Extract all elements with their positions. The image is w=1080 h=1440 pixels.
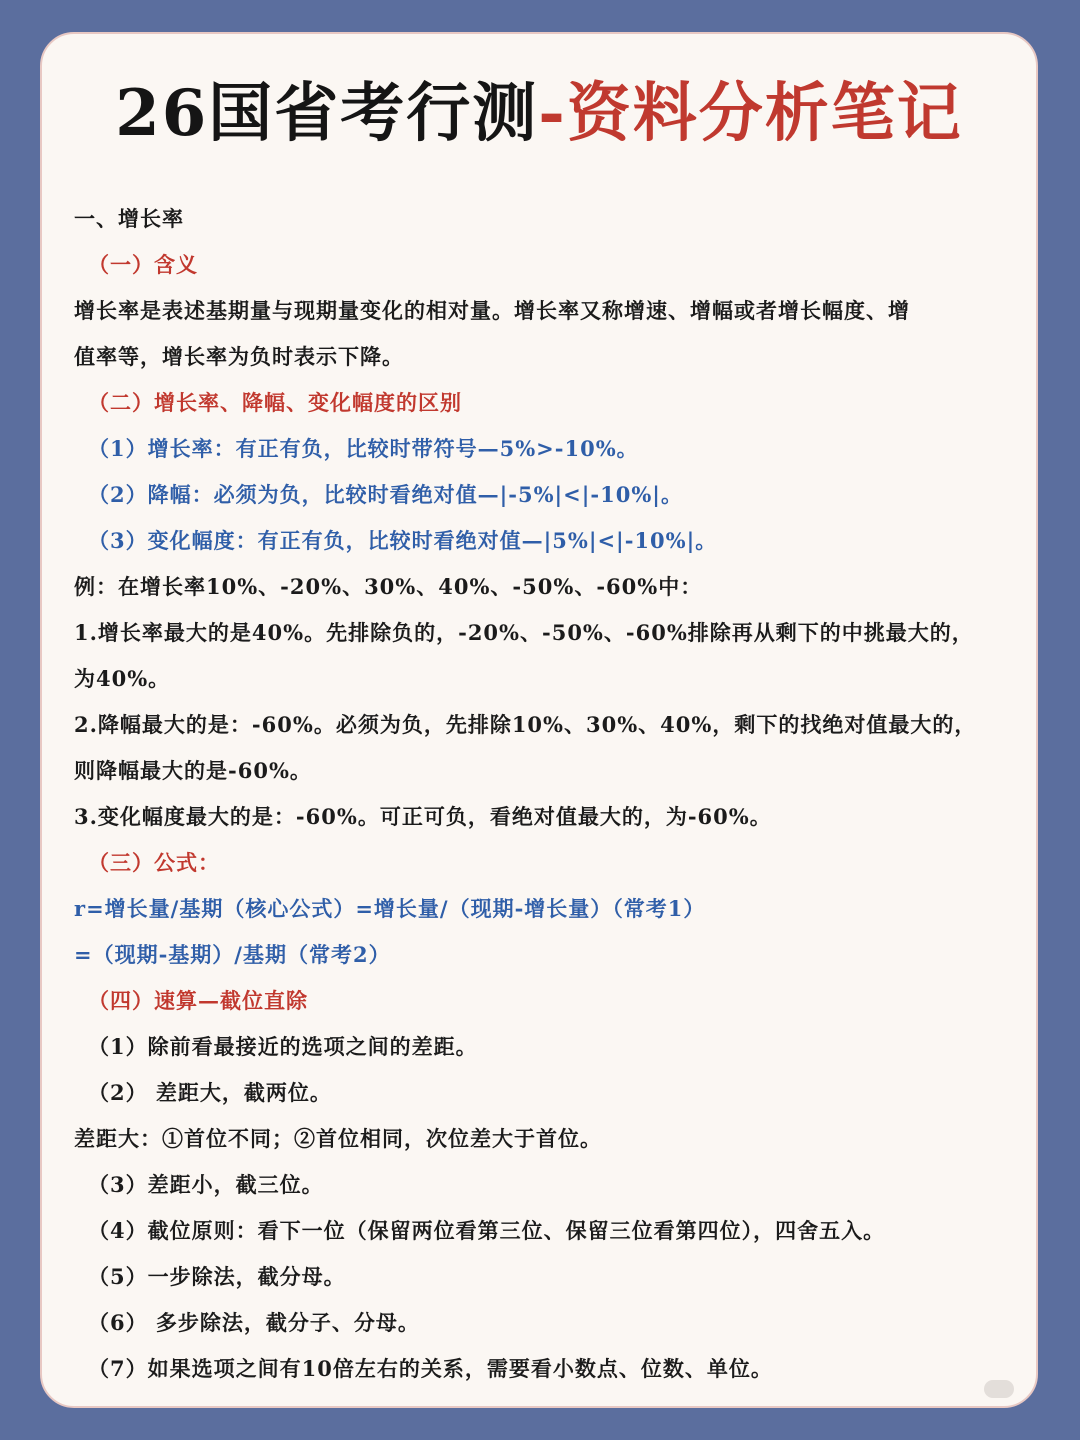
title-part-red: -资料分析笔记 (538, 76, 963, 151)
notes-body (74, 196, 1024, 1392)
title-part-black: 26国省考行测 (115, 76, 539, 151)
note-line: （5）一步除法，截分母。 (88, 1264, 346, 1289)
note-line: （1）除前看最接近的选项之间的差距。 (88, 1034, 478, 1059)
note-line: （4）截位原则：看下一位（保留两位看第三位、保留三位看第四位），四舍五入。 (88, 1218, 886, 1243)
watermark (984, 1380, 1014, 1398)
page-title (42, 74, 1036, 154)
note-line: 为40%。 (74, 666, 171, 691)
note-line: （3）变化幅度：有正有负，比较时看绝对值—|5%|<|-10%|。 (88, 528, 718, 553)
note-line: 1.增长率最大的是40%。先排除负的，-20%、-50%、-60%排除再从剩下的中挑最大的， (74, 620, 974, 645)
note-line: r=增长量/基期（核心公式）=增长量/（现期-增长量）（常考1） (74, 896, 706, 921)
note-line: 差距大：①首位不同；②首位相同，次位差大于首位。 (74, 1126, 602, 1151)
note-line: （6） 多步除法，截分子、分母。 (88, 1310, 420, 1335)
note-line: 值率等，增长率为负时表示下降。 (74, 344, 404, 369)
note-line: （二）增长率、降幅、变化幅度的区别 (88, 390, 462, 415)
note-line: =（现期-基期）/基期（常考2） (74, 942, 391, 967)
note-line: （2） 差距大，截两位。 (88, 1080, 332, 1105)
note-line: （四）速算—截位直除 (88, 988, 308, 1013)
note-line: 例：在增长率10%、-20%、30%、40%、-50%、-60%中： (74, 574, 703, 599)
note-line: 3.变化幅度最大的是：-60%。可正可负，看绝对值最大的，为-60%。 (74, 804, 772, 829)
note-line: （1）增长率：有正有负，比较时带符号—5%>-10%。 (88, 436, 639, 461)
note-line: （三）公式： (88, 850, 220, 875)
note-line: 增长率是表述基期量与现期量变化的相对量。增长率又称增速、增幅或者增长幅度、增 (74, 298, 910, 323)
note-card (40, 32, 1038, 1408)
note-line: （3）差距小，截三位。 (88, 1172, 324, 1197)
note-line: （一）含义 (88, 252, 198, 277)
note-line: （2）降幅：必须为负，比较时看绝对值—|-5%|<|-10%|。 (88, 482, 683, 507)
note-line: （7）如果选项之间有10倍左右的关系，需要看小数点、位数、单位。 (88, 1356, 773, 1381)
note-line: 2.降幅最大的是：-60%。必须为负，先排除10%、30%、40%，剩下的找绝对值最大的， (74, 712, 977, 737)
note-line: 一、增长率 (74, 206, 184, 231)
note-line: 则降幅最大的是-60%。 (74, 758, 312, 783)
